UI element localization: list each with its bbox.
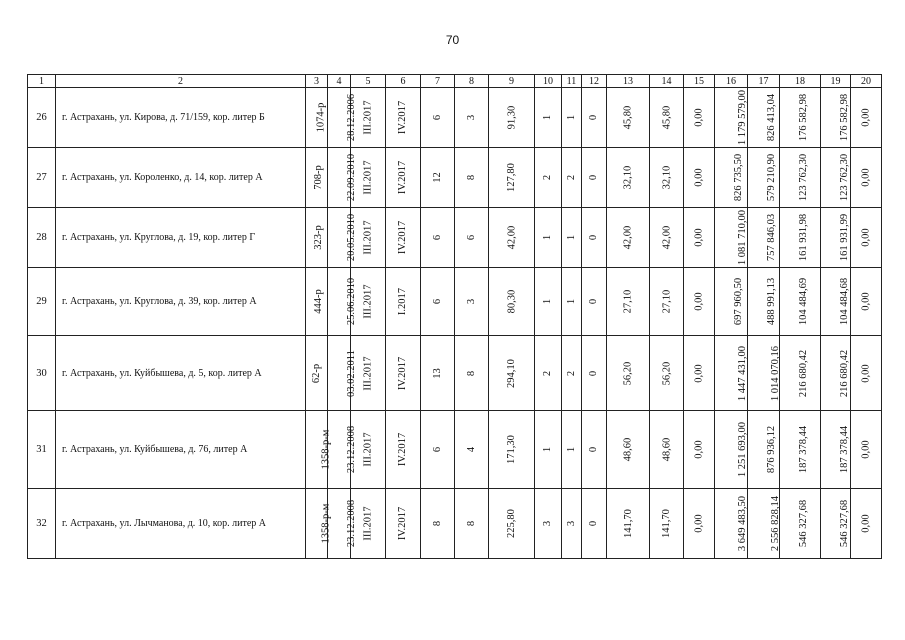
cell-c20 <box>851 489 882 559</box>
cell-text: 6 <box>432 114 443 121</box>
cell-text: 0,00 <box>860 514 872 533</box>
cell-text: 579 210,90 <box>766 153 778 202</box>
cell-doc-date <box>328 208 358 268</box>
cell-text: 0 <box>588 370 600 376</box>
cell-c13 <box>607 489 650 559</box>
cell-text: 56,20 <box>622 361 634 385</box>
cell-c16 <box>715 88 748 148</box>
cell-text: 0 <box>588 114 600 121</box>
cell-text: 1 <box>566 234 577 241</box>
cell-text: 6 <box>432 298 443 305</box>
cell-c12 <box>582 208 607 268</box>
cell-text: 1 <box>542 234 554 241</box>
cell-doc-no <box>306 411 332 489</box>
cell-c11 <box>562 208 582 268</box>
cell-text: 176 582,98 <box>798 93 810 142</box>
cell-c15 <box>684 88 715 148</box>
cell-text: 546 327,68 <box>798 499 810 548</box>
cell-text: 0,00 <box>693 440 705 459</box>
cell-c6 <box>386 88 421 148</box>
cell-text: 216 680,42 <box>798 349 810 397</box>
cell-c19 <box>821 88 851 148</box>
cell-c6 <box>386 148 421 208</box>
cell-c8 <box>455 208 489 268</box>
cell-c7 <box>421 411 455 489</box>
cell-c8 <box>455 489 489 559</box>
cell-text: III.2017 <box>362 284 374 319</box>
cell-address: г. Астрахань, ул. Куйбышева, д. 5, кор. литер А <box>56 336 306 411</box>
cell-doc-date <box>328 268 358 336</box>
cell-c12 <box>582 148 607 208</box>
cell-n: 30 <box>28 336 56 411</box>
cell-doc-date <box>328 88 358 148</box>
cell-c14 <box>650 88 684 148</box>
cell-c15 <box>684 411 715 489</box>
column-header: 1 <box>28 75 56 88</box>
cell-text: 708-р <box>312 165 324 190</box>
cell-text: 123 762,30 <box>798 153 810 202</box>
cell-c14 <box>650 208 684 268</box>
page-number: 70 <box>445 33 460 47</box>
cell-c6 <box>386 336 421 411</box>
cell-n: 29 <box>28 268 56 336</box>
cell-text: 13 <box>432 367 443 379</box>
cell-text: IV.2017 <box>397 160 409 195</box>
cell-text: 1 179 579,00 <box>737 89 749 146</box>
cell-c6 <box>386 489 421 559</box>
cell-text: 0 <box>588 174 600 181</box>
cell-c13 <box>607 208 650 268</box>
cell-text: 225,80 <box>506 509 517 538</box>
cell-text: 8 <box>466 520 477 527</box>
cell-n: 31 <box>28 411 56 489</box>
cell-c18 <box>780 208 821 268</box>
cell-text: 27,10 <box>622 289 634 314</box>
cell-c11 <box>562 336 582 411</box>
cell-text: 171,30 <box>506 435 517 464</box>
column-header: 10 <box>535 75 562 88</box>
cell-c6 <box>386 411 421 489</box>
cell-c12 <box>582 88 607 148</box>
cell-text: 91,30 <box>506 105 517 130</box>
cell-text: 3 <box>466 114 477 121</box>
cell-c20 <box>851 88 882 148</box>
cell-text: 0 <box>588 234 600 241</box>
cell-text: 1358-р-м <box>320 503 332 544</box>
cell-text: III.2017 <box>362 220 374 255</box>
cell-c20 <box>851 268 882 336</box>
cell-text: I.2017 <box>397 287 409 316</box>
cell-text: IV.2017 <box>397 220 409 255</box>
column-header: 12 <box>582 75 607 88</box>
table-row <box>28 148 882 208</box>
column-header: 16 <box>715 75 748 88</box>
cell-text: 42,00 <box>622 225 634 250</box>
cell-text: 0,00 <box>860 363 872 383</box>
cell-text: 0,00 <box>693 363 705 383</box>
cell-c19 <box>821 208 851 268</box>
cell-c11 <box>562 489 582 559</box>
cell-c19 <box>821 268 851 336</box>
cell-text: 62-р <box>311 363 322 383</box>
cell-c19 <box>821 489 851 559</box>
cell-doc-date <box>328 148 358 208</box>
cell-c9 <box>489 148 535 208</box>
cell-address: г. Астрахань, ул. Куйбышева, д. 76, литер А <box>56 411 306 489</box>
cell-c13 <box>607 336 650 411</box>
column-header: 9 <box>489 75 535 88</box>
cell-c19 <box>821 336 851 411</box>
cell-text: 104 484,69 <box>798 277 810 326</box>
cell-c7 <box>421 88 455 148</box>
cell-c17 <box>748 489 780 559</box>
cell-text: 4 <box>466 446 477 453</box>
cell-text: 123 762,30 <box>839 153 851 202</box>
cell-text: 0,00 <box>693 292 705 311</box>
cell-text: 0,00 <box>693 514 705 533</box>
cell-text: 8 <box>466 174 477 181</box>
column-header: 20 <box>851 75 882 88</box>
cell-text: 1 <box>566 114 577 121</box>
cell-text: 1 <box>542 446 554 453</box>
cell-text: 1 014 070,16 <box>770 345 782 401</box>
cell-text: 2 <box>566 174 577 181</box>
cell-c15 <box>684 489 715 559</box>
cell-c18 <box>780 268 821 336</box>
cell-text: 176 582,98 <box>839 93 851 142</box>
cell-c10 <box>535 88 562 148</box>
cell-c18 <box>780 336 821 411</box>
cell-c17 <box>748 268 780 336</box>
cell-text: 42,00 <box>661 225 672 250</box>
cell-c14 <box>650 148 684 208</box>
cell-text: 0,00 <box>693 108 705 127</box>
cell-c19 <box>821 148 851 208</box>
cell-text: 1358-р-м <box>320 429 332 470</box>
cell-text: 0 <box>588 520 600 527</box>
cell-n: 27 <box>28 148 56 208</box>
cell-text: 141,70 <box>661 509 672 538</box>
cell-text: 0 <box>588 298 600 305</box>
column-header: 13 <box>607 75 650 88</box>
column-header: 7 <box>421 75 455 88</box>
cell-c8 <box>455 148 489 208</box>
table-row <box>28 208 882 268</box>
cell-text: 0,00 <box>860 108 872 127</box>
cell-text: 323-р <box>312 225 324 250</box>
table-row <box>28 411 882 489</box>
cell-c7 <box>421 489 455 559</box>
cell-text: 1 081 710,00 <box>737 209 749 266</box>
cell-c10 <box>535 411 562 489</box>
cell-c17 <box>748 148 780 208</box>
cell-text: 1 447 431,00 <box>737 345 749 401</box>
table-row <box>28 88 882 148</box>
cell-text: IV.2017 <box>397 100 409 135</box>
cell-text: III.2017 <box>362 100 374 135</box>
column-header: 14 <box>650 75 684 88</box>
cell-c10 <box>535 208 562 268</box>
cell-text: 1 251 693,00 <box>737 421 749 478</box>
cell-text: 697 960,50 <box>733 277 745 326</box>
cell-text: 294,10 <box>506 358 517 388</box>
cell-text: 104 484,68 <box>839 277 851 326</box>
cell-text: 80,30 <box>506 289 517 314</box>
cell-text: 45,80 <box>622 105 634 130</box>
cell-c11 <box>562 148 582 208</box>
cell-text: 0,00 <box>860 440 872 459</box>
cell-c10 <box>535 148 562 208</box>
column-header: 3 <box>306 75 328 88</box>
cell-c16 <box>715 411 748 489</box>
cell-text: 1 <box>542 298 554 305</box>
cell-c6 <box>386 208 421 268</box>
column-header: 6 <box>386 75 421 88</box>
cell-text: 161 931,99 <box>839 213 851 262</box>
column-header: 18 <box>780 75 821 88</box>
cell-c8 <box>455 88 489 148</box>
cell-c15 <box>684 148 715 208</box>
cell-c16 <box>715 148 748 208</box>
column-header: 19 <box>821 75 851 88</box>
cell-text: 23.12.2008 <box>346 499 358 548</box>
cell-text: 6 <box>432 446 443 453</box>
cell-c14 <box>650 489 684 559</box>
cell-text: III.2017 <box>362 160 374 195</box>
cell-text: 03.02.2011 <box>345 349 357 397</box>
cell-address: г. Астрахань, ул. Лычманова, д. 10, кор. литер А <box>56 489 306 559</box>
cell-doc-no <box>306 208 328 268</box>
cell-address: г. Астрахань, ул. Кирова, д. 71/159, кор. литер Б <box>56 88 306 148</box>
cell-c6 <box>386 268 421 336</box>
table-row <box>28 336 882 411</box>
cell-text: 826 735,50 <box>733 153 745 202</box>
cell-text: IV.2017 <box>397 506 409 541</box>
cell-c20 <box>851 411 882 489</box>
cell-text: 1 <box>566 298 577 305</box>
cell-text: 28.12.2006 <box>346 93 358 142</box>
cell-text: 0 <box>588 446 600 453</box>
cell-c13 <box>607 411 650 489</box>
cell-text: 6 <box>432 234 443 241</box>
cell-c14 <box>650 336 684 411</box>
cell-text: IV.2017 <box>397 356 409 390</box>
cell-text: 8 <box>432 520 443 527</box>
cell-c19 <box>821 411 851 489</box>
cell-doc-no <box>306 148 328 208</box>
cell-c17 <box>748 208 780 268</box>
cell-text: 32,10 <box>661 165 672 190</box>
cell-text: 1074-р <box>315 102 327 133</box>
cell-c9 <box>489 88 535 148</box>
table-body <box>28 75 882 559</box>
cell-text: 23.12.2008 <box>346 425 358 474</box>
column-header: 5 <box>351 75 386 88</box>
cell-c20 <box>851 208 882 268</box>
cell-text: 3 <box>566 520 577 527</box>
cell-text: III.2017 <box>362 432 374 467</box>
cell-c10 <box>535 268 562 336</box>
cell-text: 6 <box>466 234 477 241</box>
table-row <box>28 489 882 559</box>
cell-text: 48,60 <box>622 437 634 462</box>
cell-c7 <box>421 268 455 336</box>
cell-c15 <box>684 268 715 336</box>
cell-text: 546 327,68 <box>839 499 851 548</box>
cell-c20 <box>851 336 882 411</box>
cell-text: 826 413,04 <box>766 93 778 142</box>
cell-address: г. Астрахань, ул. Круглова, д. 19, кор. литер Г <box>56 208 306 268</box>
cell-text: 876 936,12 <box>766 425 778 474</box>
cell-text: 488 991,13 <box>766 277 778 326</box>
cell-c18 <box>780 411 821 489</box>
cell-text: 0,00 <box>860 228 872 247</box>
register-table <box>27 74 882 559</box>
cell-c12 <box>582 336 607 411</box>
cell-text: IV.2017 <box>397 432 409 467</box>
cell-text: III.2017 <box>362 506 374 541</box>
table-header-row <box>28 75 882 88</box>
cell-text: 127,80 <box>506 163 517 192</box>
cell-text: 56,20 <box>661 361 672 385</box>
cell-text: 22.09.2010 <box>346 153 358 202</box>
cell-text: 0,00 <box>693 228 705 247</box>
cell-c9 <box>489 336 535 411</box>
cell-n: 32 <box>28 489 56 559</box>
cell-c12 <box>582 411 607 489</box>
cell-text: 32,10 <box>622 165 634 190</box>
cell-n: 28 <box>28 208 56 268</box>
column-header: 15 <box>684 75 715 88</box>
cell-address: г. Астрахань, ул. Короленко, д. 14, кор. литер А <box>56 148 306 208</box>
cell-c17 <box>748 411 780 489</box>
cell-c16 <box>715 489 748 559</box>
cell-text: 3 <box>466 298 477 305</box>
table-row <box>28 268 882 336</box>
cell-text: 757 846,03 <box>766 213 778 262</box>
cell-text: 8 <box>466 370 477 376</box>
cell-c17 <box>748 336 780 411</box>
cell-text: 3 <box>542 520 554 527</box>
column-header: 17 <box>748 75 780 88</box>
cell-c9 <box>489 208 535 268</box>
cell-text: 0,00 <box>693 168 705 187</box>
cell-c13 <box>607 88 650 148</box>
cell-c12 <box>582 268 607 336</box>
cell-text: 2 <box>542 370 554 376</box>
column-header: 11 <box>562 75 582 88</box>
cell-text: 141,70 <box>622 509 634 538</box>
cell-text: 444-р <box>312 289 324 314</box>
cell-c11 <box>562 88 582 148</box>
cell-c9 <box>489 411 535 489</box>
cell-doc-no <box>306 336 328 411</box>
cell-text: 187 378,44 <box>798 425 810 474</box>
cell-text: 187 378,44 <box>839 425 851 474</box>
cell-c11 <box>562 268 582 336</box>
cell-text: 0,00 <box>860 292 872 311</box>
cell-n: 26 <box>28 88 56 148</box>
cell-c9 <box>489 489 535 559</box>
cell-c9 <box>489 268 535 336</box>
cell-c18 <box>780 88 821 148</box>
cell-text: 45,80 <box>661 105 672 130</box>
cell-c11 <box>562 411 582 489</box>
cell-text: 25.06.2010 <box>346 277 358 326</box>
cell-text: 161 931,98 <box>798 213 810 262</box>
cell-c10 <box>535 489 562 559</box>
cell-c15 <box>684 208 715 268</box>
cell-c8 <box>455 336 489 411</box>
cell-text: 216 680,42 <box>839 349 851 397</box>
cell-c17 <box>748 88 780 148</box>
column-header: 4 <box>328 75 351 88</box>
cell-text: 0,00 <box>860 168 872 187</box>
cell-c18 <box>780 489 821 559</box>
column-header: 2 <box>56 75 306 88</box>
cell-address: г. Астрахань, ул. Круглова, д. 39, кор. литер А <box>56 268 306 336</box>
cell-c13 <box>607 268 650 336</box>
cell-text: 2 <box>542 174 554 181</box>
cell-c16 <box>715 268 748 336</box>
cell-text: 20.05.2010 <box>346 213 358 262</box>
column-header: 8 <box>455 75 489 88</box>
cell-text: 1 <box>566 446 577 453</box>
cell-c10 <box>535 336 562 411</box>
cell-c15 <box>684 336 715 411</box>
cell-text: III.2017 <box>362 355 374 391</box>
cell-text: 3 649 483,50 <box>737 495 749 552</box>
cell-c12 <box>582 489 607 559</box>
cell-c13 <box>607 148 650 208</box>
cell-c8 <box>455 411 489 489</box>
cell-text: 42,00 <box>506 225 517 250</box>
cell-c14 <box>650 411 684 489</box>
cell-c14 <box>650 268 684 336</box>
cell-doc-no <box>306 88 328 148</box>
cell-doc-no <box>306 268 328 336</box>
cell-text: 2 556 828,14 <box>770 495 782 552</box>
cell-c7 <box>421 148 455 208</box>
cell-c20 <box>851 148 882 208</box>
cell-c7 <box>421 208 455 268</box>
cell-c7 <box>421 336 455 411</box>
cell-text: 12 <box>432 172 443 183</box>
cell-c18 <box>780 148 821 208</box>
cell-doc-date <box>328 336 357 411</box>
cell-c16 <box>715 208 748 268</box>
cell-doc-no <box>306 489 332 559</box>
cell-c16 <box>715 336 748 411</box>
cell-text: 27,10 <box>661 289 672 314</box>
cell-text: 48,60 <box>661 437 672 462</box>
cell-text: 1 <box>542 114 554 121</box>
cell-c8 <box>455 268 489 336</box>
cell-text: 2 <box>566 370 577 376</box>
